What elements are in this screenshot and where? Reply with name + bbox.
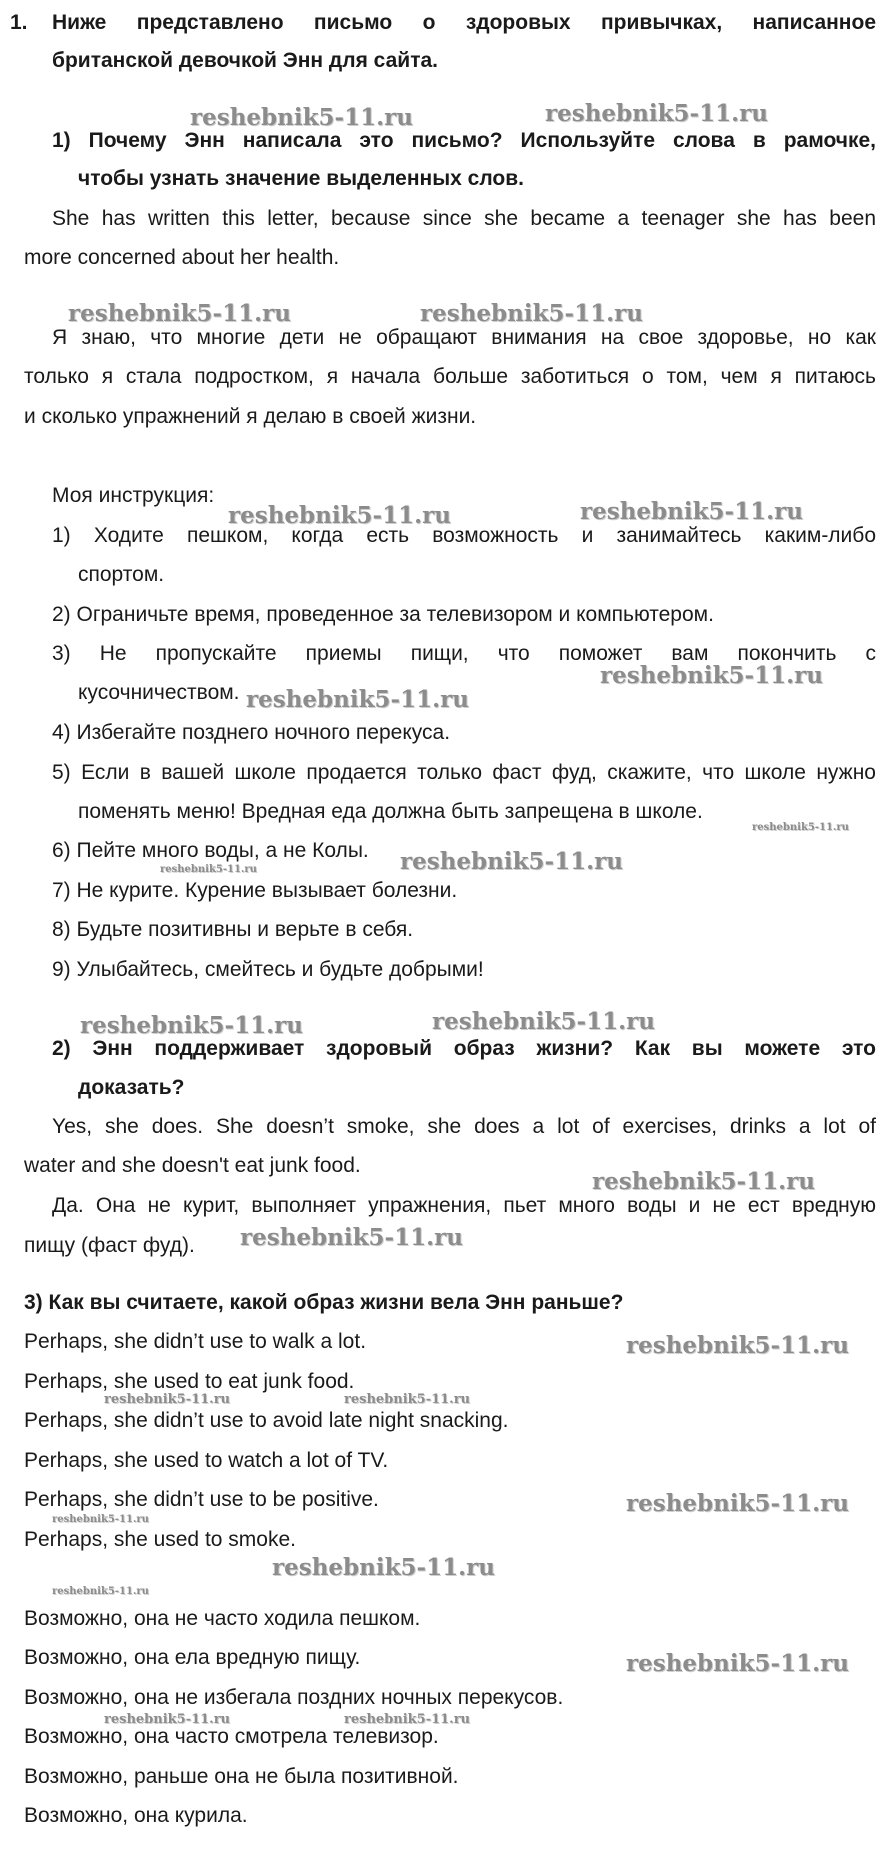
watermark: reshebnik5-11.ru: [752, 822, 849, 833]
watermark: reshebnik5-11.ru: [344, 1712, 471, 1727]
q3-answer-en-6: Perhaps, she used to smoke.: [24, 1528, 296, 1551]
q2-title-line2: доказать?: [78, 1076, 185, 1099]
q3-answer-ru-2: Возможно, она ела вредную пищу.: [24, 1646, 361, 1669]
watermark: reshebnik5-11.ru: [240, 1224, 463, 1251]
watermark: reshebnik5-11.ru: [104, 1712, 231, 1727]
task-title-line2: британской девочкой Энн для сайта.: [52, 49, 439, 72]
q1-answer-en-line1: She has written this letter, because since she became a teenager she has been: [52, 207, 876, 230]
watermark: reshebnik5-11.ru: [228, 502, 451, 529]
q1-answer-en-line2: more concerned about her health.: [24, 246, 340, 269]
q1-answer-ru-line2: только я стала подростком, я начала больше заботиться о том, чем я питаюсь: [24, 365, 876, 388]
q3-answer-ru-4: Возможно, она часто смотрела телевизор.: [24, 1725, 439, 1748]
watermark: reshebnik5-11.ru: [104, 1392, 231, 1407]
watermark: reshebnik5-11.ru: [600, 662, 823, 689]
watermark: reshebnik5-11.ru: [626, 1650, 849, 1677]
q3-answer-ru-3: Возможно, она не избегала поздних ночных перекусов.: [24, 1686, 564, 1709]
watermark: reshebnik5-11.ru: [80, 1012, 303, 1039]
instruction-item-6: 6) Пейте много воды, а не Колы.: [52, 839, 369, 862]
watermark: reshebnik5-11.ru: [344, 1392, 471, 1407]
instruction-item-3-line2: кусочничеством.: [78, 681, 240, 704]
watermark: reshebnik5-11.ru: [160, 864, 257, 875]
instruction-item-1-line2: спортом.: [78, 563, 165, 586]
watermark: reshebnik5-11.ru: [545, 100, 768, 127]
instruction-item-1-line1: 1) Ходите пешком, когда есть возможность и занимайтесь каким-либо: [52, 524, 876, 547]
q3-answer-en-4: Perhaps, she used to watch a lot of TV.: [24, 1449, 389, 1472]
watermark: reshebnik5-11.ru: [246, 686, 469, 713]
watermark: reshebnik5-11.ru: [400, 848, 623, 875]
q3-answer-en-5: Perhaps, she didn’t use to be positive.: [24, 1488, 379, 1511]
q2-answer-en-line1: Yes, she does. She doesn’t smoke, she does a lot of exercises, drinks a lot of: [52, 1115, 876, 1138]
q3-answer-ru-6: Возможно, она курила.: [24, 1804, 248, 1827]
instruction-heading: Моя инструкция:: [52, 484, 215, 507]
instruction-item-5-line2: поменять меню! Вредная еда должна быть запрещена в школе.: [78, 800, 703, 823]
q1-title-line1: 1) Почему Энн написала это письмо? Используйте слова в рамочке,: [52, 129, 876, 152]
q2-answer-ru-line2: пищу (фаст фуд).: [24, 1234, 195, 1257]
instruction-item-4: 4) Избегайте позднего ночного перекуса.: [52, 721, 451, 744]
q1-title-line2: чтобы узнать значение выделенных слов.: [78, 167, 524, 190]
q1-answer-ru-line1: Я знаю, что многие дети не обращают внимания на свое здоровье, но как: [52, 326, 876, 349]
watermark: reshebnik5-11.ru: [68, 300, 291, 327]
watermark: reshebnik5-11.ru: [420, 300, 643, 327]
instruction-item-7: 7) Не курите. Курение вызывает болезни.: [52, 879, 458, 902]
q3-answer-ru-1: Возможно, она не часто ходила пешком.: [24, 1607, 421, 1630]
q2-title-line1: 2) Энн поддерживает здоровый образ жизни? Как вы можете это: [52, 1037, 876, 1060]
watermark: reshebnik5-11.ru: [190, 104, 413, 131]
instruction-item-8: 8) Будьте позитивны и верьте в себя.: [52, 918, 414, 941]
watermark: reshebnik5-11.ru: [626, 1332, 849, 1359]
watermark: reshebnik5-11.ru: [432, 1008, 655, 1035]
watermark: reshebnik5-11.ru: [272, 1554, 495, 1581]
instruction-item-3-line1: 3) Не пропускайте приемы пищи, что поможет вам покончить с: [52, 642, 876, 665]
q3-answer-en-3: Perhaps, she didn’t use to avoid late night snacking.: [24, 1409, 509, 1432]
task-title-line1: Ниже представлено письмо о здоровых привычках, написанное: [52, 11, 876, 34]
q1-answer-ru-line3: и сколько упражнений я делаю в своей жизни.: [24, 405, 477, 428]
instruction-item-2: 2) Ограничьте время, проведенное за телевизором и компьютером.: [52, 603, 714, 626]
task-number: 1.: [10, 11, 28, 34]
q3-answer-en-2: Perhaps, she used to eat junk food.: [24, 1370, 355, 1393]
watermark: reshebnik5-11.ru: [580, 498, 803, 525]
q3-title: 3) Как вы считаете, какой образ жизни вела Энн раньше?: [24, 1291, 624, 1314]
watermark: reshebnik5-11.ru: [592, 1168, 815, 1195]
q3-answer-en-1: Perhaps, she didn’t use to walk a lot.: [24, 1330, 367, 1353]
q2-answer-en-line2: water and she doesn't eat junk food.: [24, 1154, 361, 1177]
watermark: reshebnik5-11.ru: [52, 1514, 149, 1525]
q2-answer-ru-line1: Да. Она не курит, выполняет упражнения, пьет много воды и не ест вредную: [52, 1194, 876, 1217]
instruction-item-9: 9) Улыбайтесь, смейтесь и будьте добрыми!: [52, 958, 484, 981]
watermark: reshebnik5-11.ru: [52, 1586, 149, 1597]
instruction-item-5-line1: 5) Если в вашей школе продается только фаст фуд, скажите, что школе нужно: [52, 761, 876, 784]
q3-answer-ru-5: Возможно, раньше она не была позитивной.: [24, 1765, 459, 1788]
watermark: reshebnik5-11.ru: [626, 1490, 849, 1517]
